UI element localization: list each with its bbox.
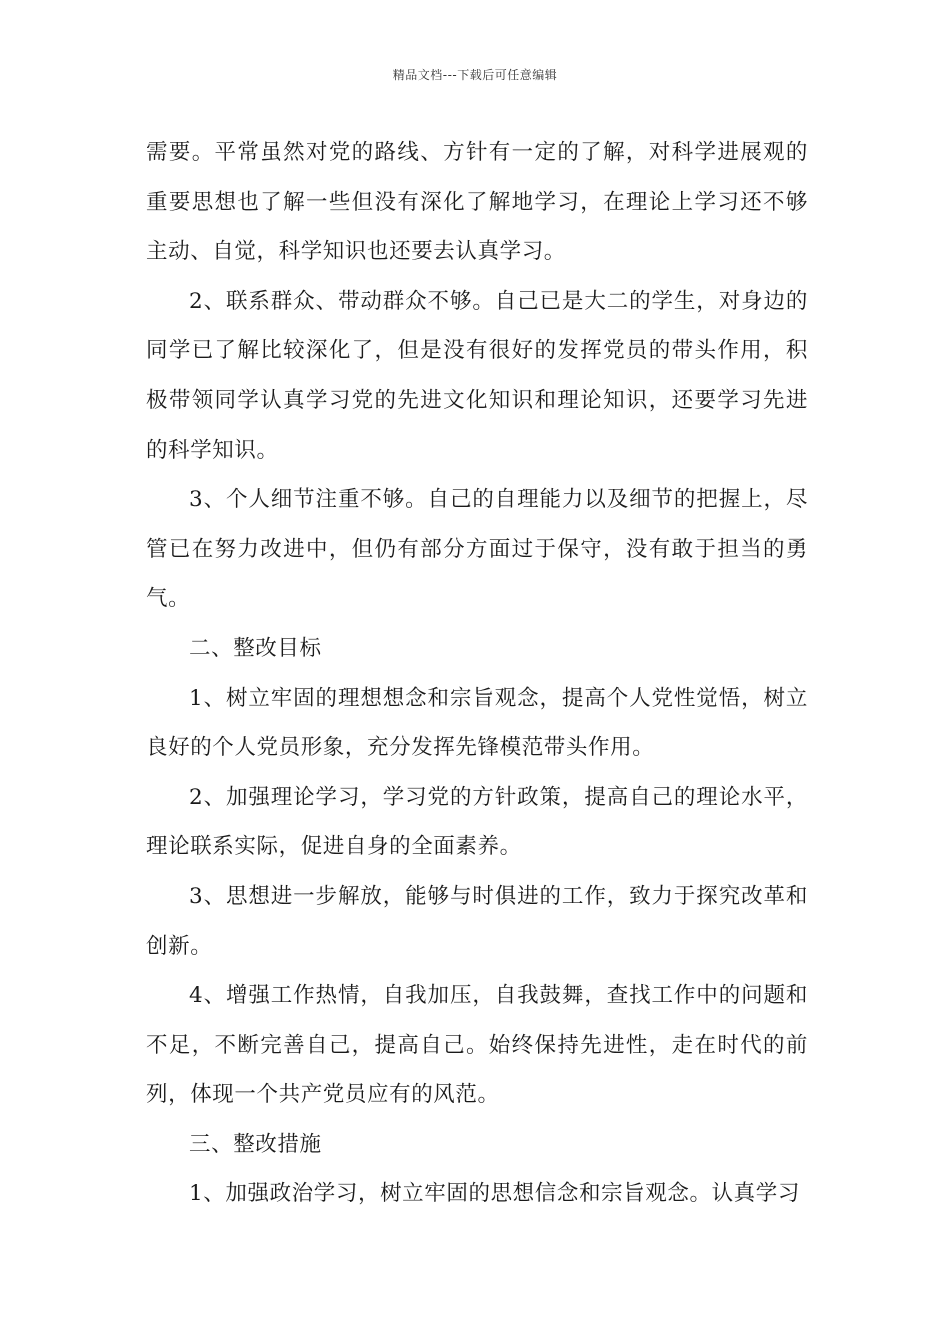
paragraph: 1、树立牢固的理想想念和宗旨观念，提高个人党性觉悟，树立良好的个人党员形象，充分发挥先锋模范带头作用。 [146, 685, 808, 761]
document-body [146, 128, 808, 1219]
paragraph: 1、加强政治学习，树立牢固的思想信念和宗旨观念。认真学习 [189, 1181, 800, 1207]
paragraph: 3、个人细节注重不够。自己的自理能力以及细节的把握上，尽管已在努力改进中，但仍有部分方面过于保守，没有敢于担当的勇气。 [146, 487, 808, 612]
paragraph: 3、思想进一步解放，能够与时俱进的工作，致力于探究改革和创新。 [146, 883, 808, 959]
page-header: 精品文档---下载后可任意编辑 [392, 68, 558, 82]
section-heading: 二、整改目标 [189, 635, 322, 661]
paragraph-continuation: 需要。平常虽然对党的路线、方针有一定的了解，对科学进展观的重要思想也了解一些但没有深化了解地学习，在理论上学习还不够主动、自觉，科学知识也还要去认真学习。 [146, 140, 808, 265]
paragraph: 4、增强工作热情，自我加压，自我鼓舞，查找工作中的问题和不足，不断完善自己，提高自己。始终保持先进性，走在时代的前列，体现一个共产党员应有的风范。 [146, 983, 808, 1108]
paragraph: 2、联系群众、带动群众不够。自己已是大二的学生，对身边的同学已了解比较深化了，但是没有很好的发挥党员的带头作用，积极带领同学认真学习党的先进文化知识和理论知识，还要学习先进的科学知识。 [146, 288, 808, 463]
section-heading: 三、整改措施 [189, 1131, 322, 1157]
paragraph: 2、加强理论学习，学习党的方针政策，提高自己的理论水平，理论联系实际，促进自身的全面素养。 [146, 784, 808, 860]
